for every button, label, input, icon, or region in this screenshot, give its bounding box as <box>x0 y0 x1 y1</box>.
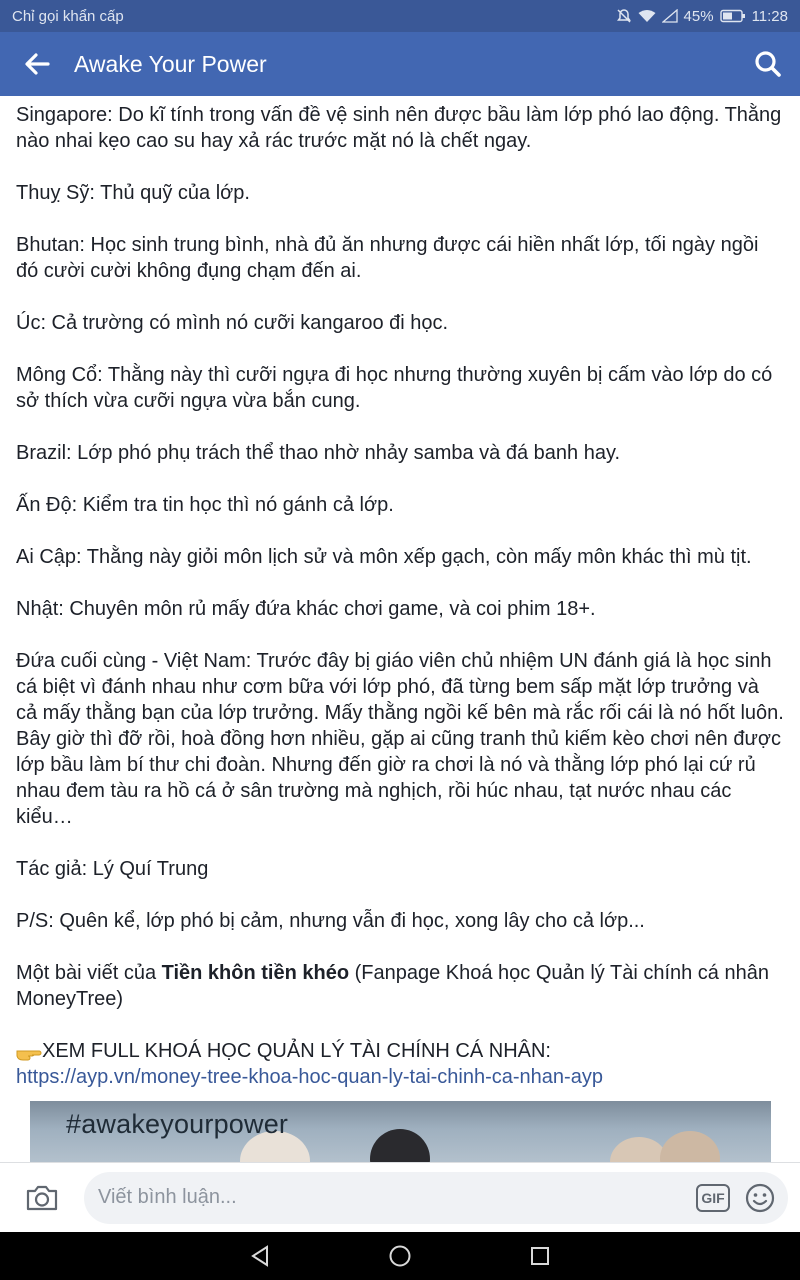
post-body <box>0 96 800 1162</box>
image-hashtag: #awakeyourpower <box>66 1109 289 1139</box>
post-image[interactable] <box>30 1101 771 1162</box>
comment-box <box>84 1172 788 1224</box>
triangle-back-icon <box>249 1244 271 1268</box>
comment-bar <box>0 1162 800 1232</box>
post-paragraph: Nhật: Chuyên môn rủ mấy đứa khác chơi game, và coi phim 18+. <box>16 598 596 620</box>
nav-home-button[interactable] <box>380 1236 420 1276</box>
circle-home-icon <box>388 1244 412 1268</box>
post-paragraph: Đứa cuối cùng - Việt Nam: Trước đây bị giáo viên chủ nhiệm UN đánh giá là học sinh cá biệt vì đánh nhau như cơm bữa với lớp phó, đã từng bem sấp mặt lớp trưởng và cả mấy thằng bạn của lớp trưởng. Mấy thằng ngồi kế bên mà rắc rối cái là nó hốt luôn. Bây giờ thì đỡ rồi, hoà đồng hơn nhiều, gặp ai cũng tranh thủ kiếm kèo chơi nên được lớp bầu làm bí thư chi đoàn. Nhưng đến giờ ra chơi là nó và thằng lớp phó lại cứ rủ nhau đem tàu ra hồ cá ở sân trường mà nghịch, rồi húc nhau, tạt nước nhau các kiểu… <box>16 650 784 828</box>
credit-prefix: Một bài viết của <box>16 962 162 984</box>
post-paragraph: Ấn Độ: Kiểm tra tin học thì nó gánh cả lớp. <box>16 494 394 516</box>
promo-text: XEM FULL KHOÁ HỌC QUẢN LÝ TÀI CHÍNH CÁ NHÂN: <box>42 1040 551 1062</box>
nav-back-button[interactable] <box>240 1236 280 1276</box>
signal-icon <box>662 9 678 23</box>
image-figure <box>370 1129 430 1162</box>
status-icons <box>616 8 788 25</box>
post-paragraph: Thuỵ Sỹ: Thủ quỹ của lớp. <box>16 182 250 204</box>
square-recents-icon <box>529 1245 551 1267</box>
search-button[interactable] <box>736 32 800 96</box>
smiley-icon[interactable] <box>744 1182 776 1214</box>
camera-button[interactable] <box>0 1163 84 1233</box>
post-paragraph: Tác giả: Lý Quí Trung <box>16 858 209 880</box>
post-paragraph: Ai Cập: Thằng này giỏi môn lịch sử và môn xếp gạch, còn mấy môn khác thì mù tịt. <box>16 546 752 568</box>
post-paragraph: Mông Cổ: Thằng này thì cưỡi ngựa đi học nhưng thường xuyên bị cấm vào lớp do có sở thích vừa cưỡi ngựa vừa bắn cung. <box>16 364 773 412</box>
gif-button[interactable]: GIF <box>696 1184 730 1212</box>
system-nav-bar <box>0 1232 800 1280</box>
battery-icon <box>720 9 746 23</box>
post-paragraph: Bhutan: Học sinh trung bình, nhà đủ ăn nhưng được cái hiền nhất lớp, tối ngày ngồi đó cười cười không đụng chạm đến ai. <box>16 234 759 282</box>
image-figure <box>660 1131 720 1162</box>
carrier-label: Chỉ gọi khẩn cấp <box>12 7 124 25</box>
mute-icon <box>616 8 632 24</box>
app-header <box>0 32 800 96</box>
promo-line <box>16 1038 784 1064</box>
page-link-name[interactable]: Tiền khôn tiền khéo <box>161 962 350 984</box>
pointing-hand-icon <box>16 1042 42 1064</box>
post-paragraph: Úc: Cả trường có mình nó cưỡi kangaroo đi học. <box>16 312 449 334</box>
clock: 11:28 <box>751 7 788 25</box>
battery-percent: 45% <box>683 7 714 25</box>
nav-recents-button[interactable] <box>520 1236 560 1276</box>
arrow-left-icon <box>24 53 50 75</box>
credit-paragraph <box>16 960 784 1012</box>
comment-input[interactable] <box>98 1186 696 1209</box>
camera-icon <box>25 1184 59 1212</box>
credit-suffix: (Fanpage Khoá học Quản lý Tài chính cá nhân MoneyTree) <box>16 962 769 1010</box>
status-bar <box>0 0 800 32</box>
promo-block <box>16 1038 784 1090</box>
course-link[interactable]: https://ayp.vn/money-tree-khoa-hoc-quan-ly-tai-chinh-ca-nhan-ayp <box>16 1066 603 1088</box>
page-title: Awake Your Power <box>74 50 267 77</box>
post-paragraph: Singapore: Do kĩ tính trong vấn đề vệ sinh nên được bầu làm lớp phó lao động. Thằng nào nhai kẹo cao su hay xả rác trước mặt nó là chết ngay. <box>16 104 782 152</box>
post-paragraph: Brazil: Lớp phó phụ trách thể thao nhờ nhảy samba và đá banh hay. <box>16 442 621 464</box>
search-icon <box>754 50 782 78</box>
wifi-icon <box>638 9 656 23</box>
post-paragraph: P/S: Quên kể, lớp phó bị cảm, nhưng vẫn đi học, xong lây cho cả lớp... <box>16 910 645 932</box>
back-button[interactable] <box>0 32 74 96</box>
